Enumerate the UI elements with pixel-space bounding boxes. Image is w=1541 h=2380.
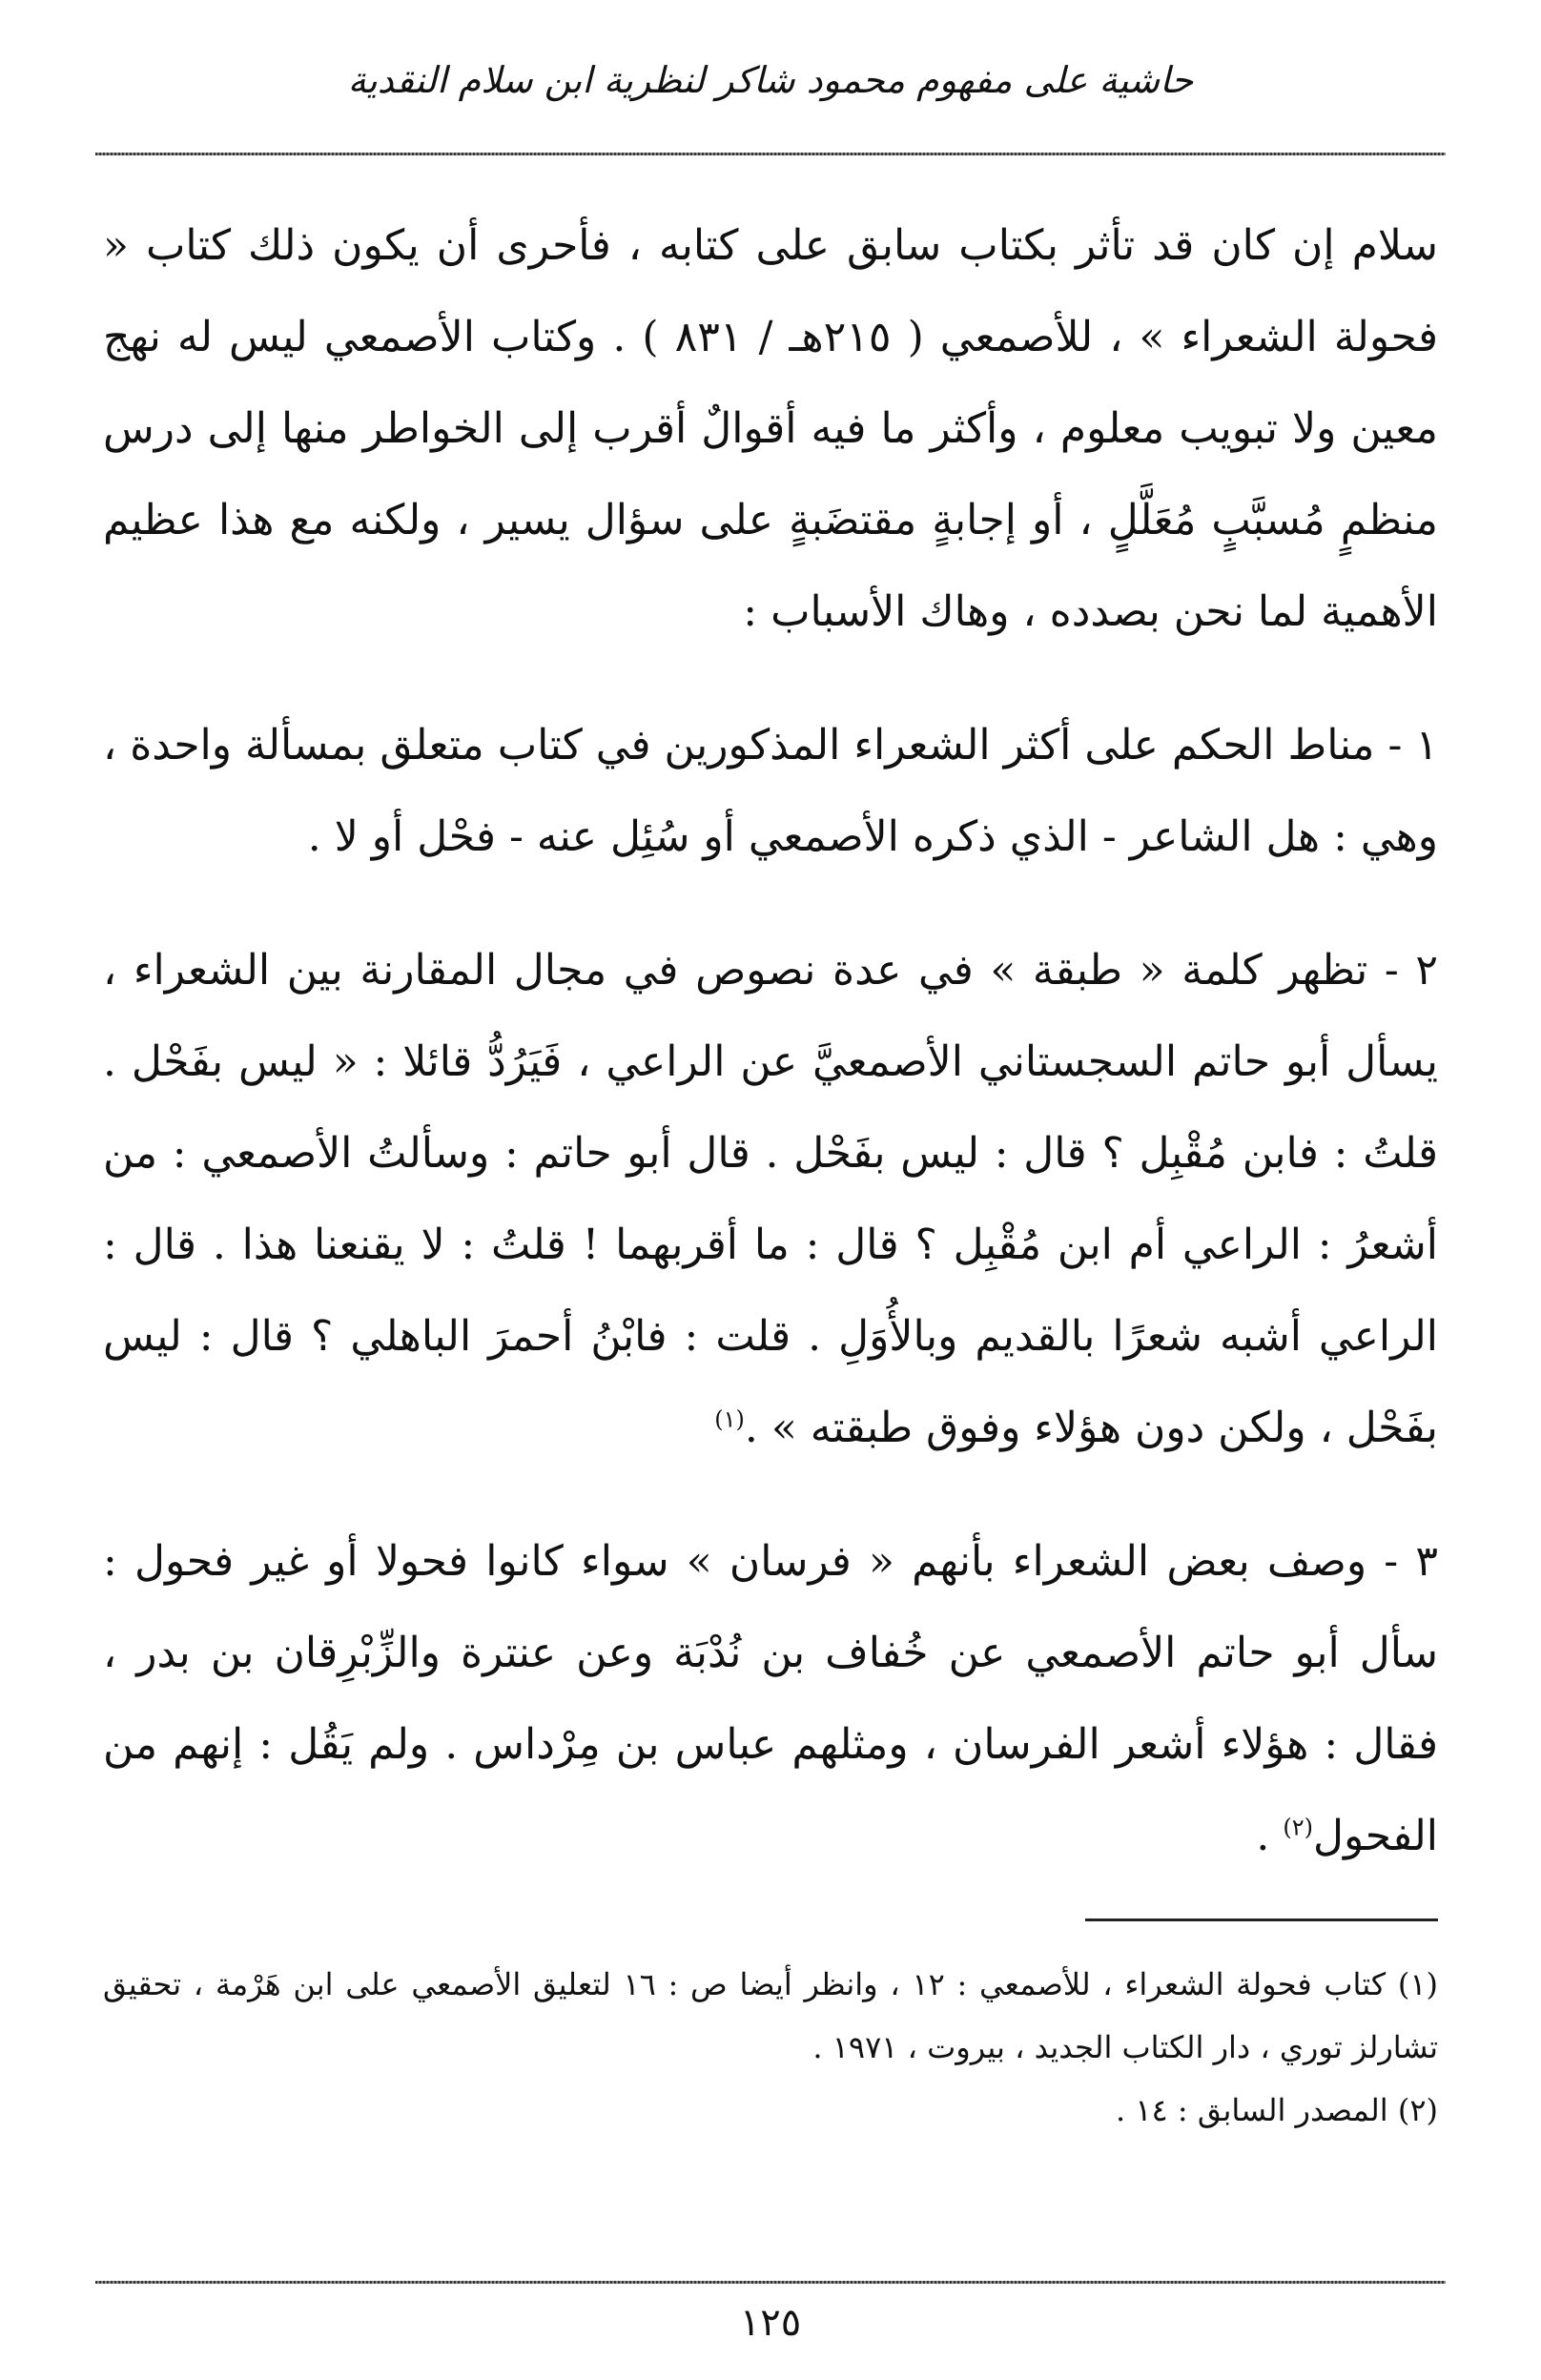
footnote-1: (١) كتاب فحولة الشعراء ، للأصمعي : ١٢ ، وانظر أيضا ص : ١٦ لتعليق الأصمعي على ابن هَرْمة ، تحقيق تشارلز توري ، دار الكتاب الجديد ، بيروت ، ١٩٧١ . [103, 1966, 1439, 2065]
paragraph-point-2-text: ٢ - تظهر كلمة « طبقة » في عدة نصوص في مجال المقارنة بين الشعراء ، يسأل أبو حاتم السجستاني الأصمعيَّ عن الراعي ، فَيَرُدُّ قائلا : « ليس بفَحْل . قلتُ : فابن مُقْبِل ؟ قال : ليس بفَحْل . قال أبو حاتم : وسألتُ الأصمعي : من أشعرُ : الراعي أم ابن مُقْبِل ؟ قال : ما أقربهما ! قلتُ : لا يقنعنا هذا . قال : الراعي أشبه شعرًا بالقديم وبالأُوَلِ . قلت : فابْنُ أحمرَ الباهلي ؟ قال : ليس بفَحْل ، ولكن دون هؤلاء وفوق طبقته » . [103, 946, 1438, 1452]
paragraph-point-3 [103, 1516, 1438, 1882]
paragraph-intro: سلام إن كان قد تأثر بكتاب سابق على كتابه ، فأحرى أن يكون ذلك كتاب « فحولة الشعراء » ، للأصمعي ( ٢١٥هـ / ٨٣١ ) . وكتاب الأصمعي ليس له نهج معين ولا تبويب معلوم ، وأكثر ما فيه أقوالٌ أقرب إلى الخواطر منها إلى درس منظمٍ مُسبَّبٍ مُعَلَّلٍ ، أو إجابةٍ مقتضَبةٍ على سؤال يسير ، ولكنه مع هذا عظيم الأهمية لما نحن بصدده ، وهاك الأسباب : [103, 221, 1438, 636]
footnotes [103, 1953, 1438, 2142]
footnote-separator [1085, 1918, 1438, 1921]
body-text [103, 200, 1438, 1924]
running-head: حاشية على مفهوم محمود شاكر لنظرية ابن سلام النقدية [347, 59, 1194, 101]
paragraph-point-3-text: ٣ - وصف بعض الشعراء بأنهم « فرسان » سواء كانوا فحولا أو غير فحول : سأل أبو حاتم الأصمعي عن خُفاف بن نُدْبَة وعن عنترة والزِّبْرِقان بن بدر ، فقال : هؤلاء أشعر الفرسان ، ومثلهم عباس بن مِرْداس . ولم يَقُل : إنهم من الفحول [103, 1537, 1438, 1860]
header-rule [95, 153, 1446, 155]
page-number: ١٢٥ [739, 2301, 802, 2345]
paragraph-point-1: ١ - مناط الحكم على أكثر الشعراء المذكورين في كتاب متعلق بمسألة واحدة ، وهي : هل الشاعر - الذي ذكره الأصمعي أو سُئِل عنه - فحْل أو لا . [103, 721, 1438, 861]
paragraph-point-3-end: . [1256, 1812, 1284, 1860]
paragraph-point-2 [103, 925, 1438, 1474]
footnote-ref-2[interactable]: (٢) [1283, 1814, 1313, 1841]
footnote-ref-1[interactable]: (١) [714, 1405, 745, 1433]
footer-rule [95, 2281, 1446, 2284]
footnote-2: (٢) المصدر السابق : ١٤ . [1115, 2092, 1438, 2128]
